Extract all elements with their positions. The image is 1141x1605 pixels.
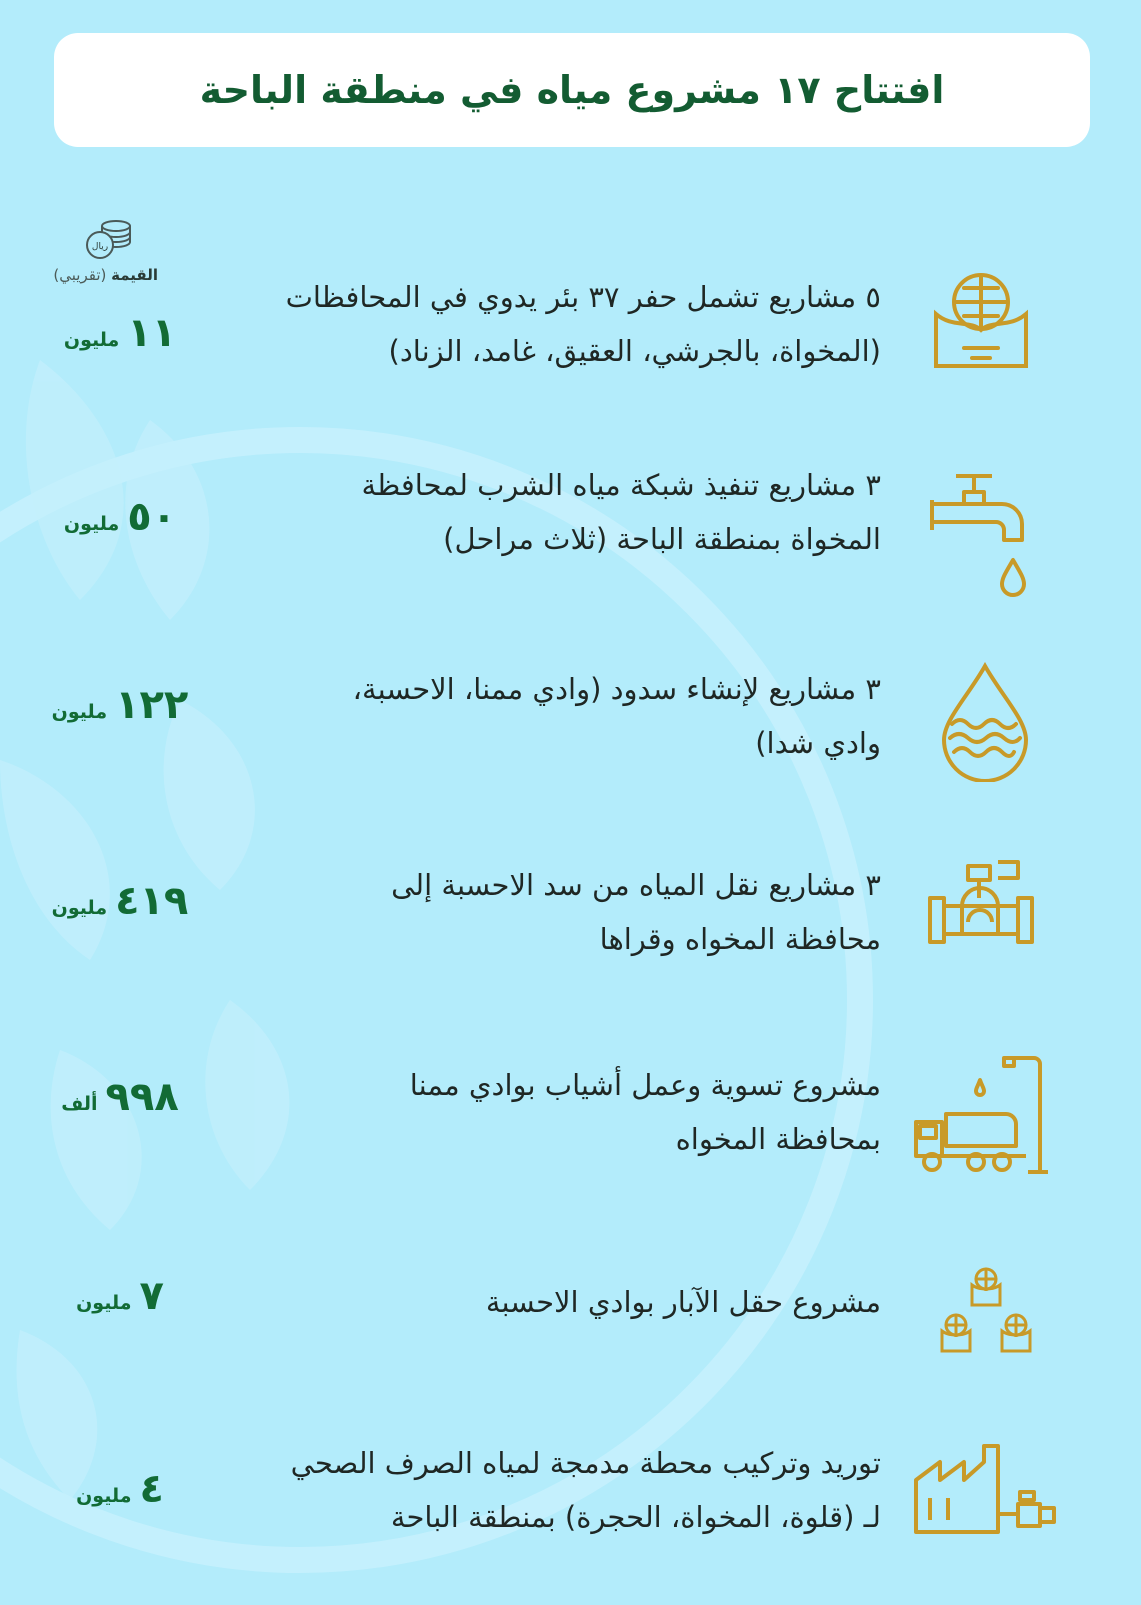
amount-value: ٩٩٨ [105,1074,179,1120]
treatment-plant-icon [912,1442,1057,1542]
pipe-valve-icon [928,858,1038,958]
project-amount [40,1466,200,1512]
project-amount [40,494,200,540]
value-label: القيمة [111,266,158,284]
project-amount [40,1273,200,1319]
currency-label: ريال [91,242,109,252]
value-legend [53,218,158,284]
amount-unit: مليون [63,513,120,535]
water-drop-icon [940,662,1030,782]
project-description: مشروع تسوية وعمل أشياب بوادي ممنا بمحافظة المخواه [409,1068,881,1156]
project-description: ٣ مشاريع لإنشاء سدود (وادي ممنا، الاحسبة، وادي شدا) [352,672,881,760]
page-title: افتتاح ١٧ مشروع مياه في منطقة الباحة [199,68,945,112]
amount-unit: مليون [76,1485,132,1507]
amount-unit: مليون [51,701,108,723]
amount-value: ١٢٢ [115,682,189,728]
project-description: مشروع حقل الآبار بوادي الاحسبة [485,1285,881,1319]
project-amount [40,878,200,924]
value-qualifier: (تقريبي) [53,266,107,284]
water-tanker-icon [912,1050,1052,1180]
amount-unit: مليون [51,897,108,919]
amount-unit: مليون [76,1292,132,1314]
project-description: توريد وتركيب محطة مدمجة لمياه الصرف الصحي لـ (قلوة، المخواة، الحجرة) بمنطقة الباحة [290,1446,881,1534]
wells-field-icon [938,1265,1038,1359]
amount-value: ٤١٩ [115,878,189,924]
title-card [54,33,1090,147]
amount-value: ١١ [127,310,177,356]
amount-unit: مليون [63,329,120,351]
water-tap-icon [928,464,1038,604]
project-amount [40,1074,200,1120]
amount-value: ٧ [139,1273,164,1319]
water-well-icon [930,268,1032,378]
project-amount [40,310,200,356]
coins-icon [78,218,138,260]
amount-value: ٤ [139,1466,164,1512]
project-amount [40,682,200,728]
value-legend-text [53,266,158,284]
project-description: ٣ مشاريع نقل المياه من سد الاحسبة إلى محافظة المخواه وقراها [391,868,881,956]
project-description: ٣ مشاريع تنفيذ شبكة مياه الشرب لمحافظة المخواة بمنطقة الباحة (ثلاث مراحل) [361,468,881,556]
project-description: ٥ مشاريع تشمل حفر ٣٧ بئر يدوي في المحافظات (المخواة، بالجرشي، العقيق، غامد، الزناد) [285,280,881,368]
amount-value: ٥٠ [127,494,177,540]
amount-unit: ألف [61,1093,98,1115]
